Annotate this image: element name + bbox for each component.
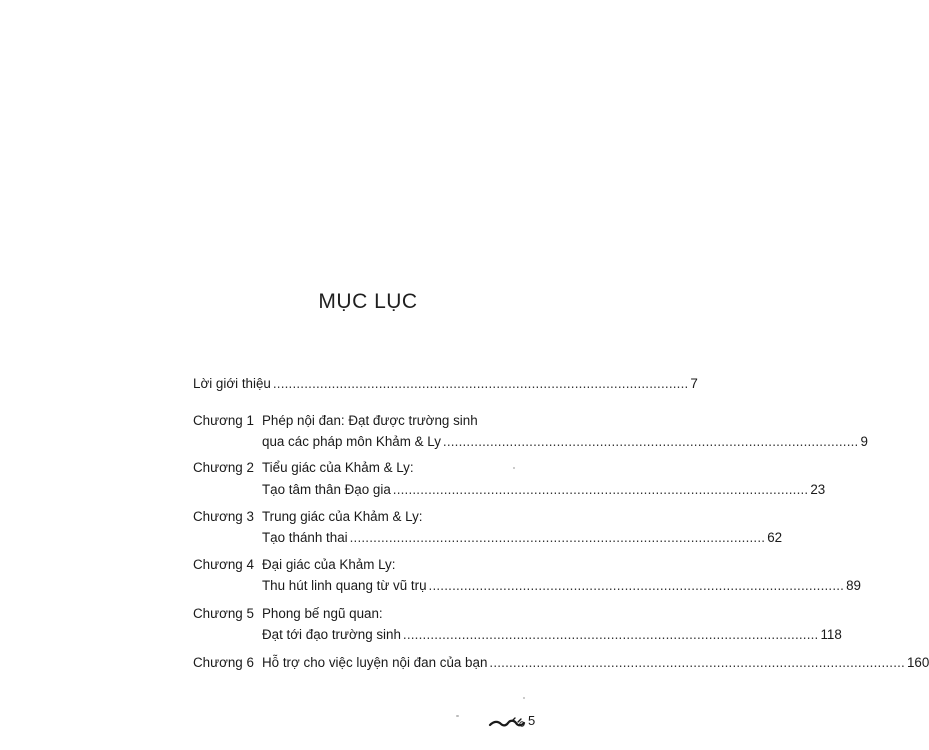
chapter-title-line1: Trung giác của Khảm & Ly: xyxy=(262,509,423,524)
chapter-label: Chương 5 xyxy=(193,606,254,621)
toc-page-number: 89 xyxy=(846,578,862,593)
paper-speck xyxy=(523,697,525,699)
dot-leader: .......................................................................................................... xyxy=(402,627,819,642)
toc-leader-line xyxy=(262,625,842,645)
toc-entry-intro[interactable] xyxy=(0,374,750,394)
dragon-ornament-icon xyxy=(488,717,528,731)
toc-entry-chapter-6[interactable] xyxy=(0,653,929,673)
toc-entry-chapter-5-line2[interactable] xyxy=(0,625,842,645)
toc-entry-chapter-3-line2[interactable] xyxy=(0,528,783,548)
chapter-title-line1: Đại giác của Khảm Ly: xyxy=(262,557,396,572)
dot-leader: .......................................................................................................... xyxy=(272,376,689,391)
dot-leader: .......................................................................................................... xyxy=(489,655,905,670)
toc-page-number: 118 xyxy=(820,627,842,642)
toc-entry-chapter-4[interactable] xyxy=(0,555,750,575)
toc-leader-line xyxy=(262,528,783,548)
chapter-title-line2: Tạo tâm thân Đạo gia xyxy=(262,482,391,497)
chapter-label: Chương 2 xyxy=(193,460,254,475)
toc-leader-line xyxy=(262,432,868,452)
chapter-title-line1: Phép nội đan: Đạt được trường sinh xyxy=(262,413,478,428)
chapter-title-line2: Tạo thánh thai xyxy=(262,530,348,545)
chapter-title-line2: qua các pháp môn Khảm & Ly xyxy=(262,434,441,449)
chapter-title-line1: Tiểu giác của Khảm & Ly: xyxy=(262,460,414,475)
chapter-title-line2: Đạt tới đạo trường sinh xyxy=(262,627,401,642)
chapter-label: Chương 3 xyxy=(193,509,254,524)
toc-leader-line xyxy=(262,480,826,500)
dot-leader: .......................................................................................................... xyxy=(442,434,859,449)
chapter-title-line1: Hỗ trợ cho việc luyện nội đan của bạn xyxy=(262,655,488,670)
dot-leader: .......................................................................................................... xyxy=(392,482,809,497)
toc-page-number: 23 xyxy=(810,482,826,497)
toc-entry-chapter-2[interactable] xyxy=(0,458,750,478)
toc-entry-chapter-2-line2[interactable] xyxy=(0,480,826,500)
toc-leader-line xyxy=(193,374,698,394)
toc-entry-chapter-5[interactable] xyxy=(0,604,750,624)
toc-entry-chapter-1-line2[interactable] xyxy=(0,432,868,452)
toc-entry-chapter-4-line2[interactable] xyxy=(0,576,862,596)
chapter-label: Chương 6 xyxy=(193,655,254,670)
toc-page-number: 62 xyxy=(767,530,783,545)
toc-page-number: 160 xyxy=(906,655,929,670)
toc-entry-chapter-1[interactable] xyxy=(0,411,750,431)
chapter-title-line1: Phong bế ngũ quan: xyxy=(262,606,383,621)
toc-page-number: 7 xyxy=(690,376,698,391)
toc-entry-chapter-3[interactable] xyxy=(0,507,750,527)
chapter-label: Chương 4 xyxy=(193,557,254,572)
toc-leader-line xyxy=(262,653,929,673)
page-footer xyxy=(488,713,548,733)
toc-leader-line xyxy=(262,576,862,596)
paper-speck xyxy=(513,467,515,469)
chapter-title-line2: Thu hút linh quang từ vũ trụ xyxy=(262,578,427,593)
page-number: 5 xyxy=(528,713,536,728)
paper-speck xyxy=(456,715,459,717)
page-title: MỤC LỤC xyxy=(318,290,418,313)
dot-leader: .......................................................................................................... xyxy=(428,578,845,593)
chapter-label: Chương 1 xyxy=(193,413,254,428)
toc-entry-label: Lời giới thiệu xyxy=(193,376,271,391)
toc-page-number: 9 xyxy=(860,434,868,449)
dot-leader: .......................................................................................................... xyxy=(349,530,766,545)
